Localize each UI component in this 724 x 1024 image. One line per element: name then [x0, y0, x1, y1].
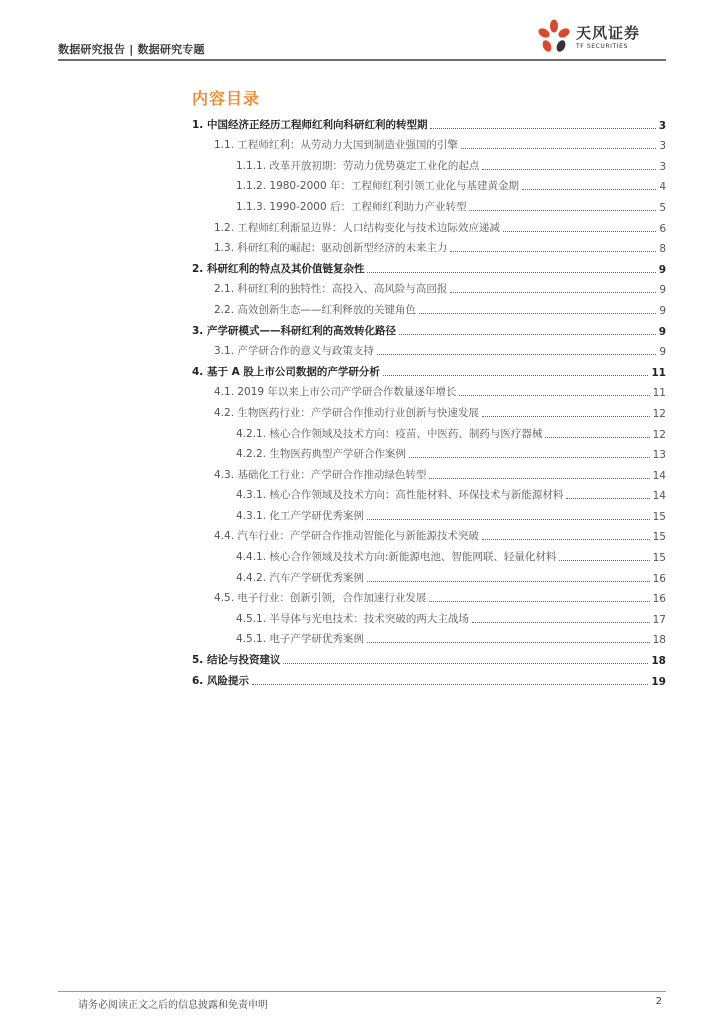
toc-leader-dots	[545, 437, 649, 438]
toc-entry-label: 4.2. 生物医药行业：产学研合作推动行业创新与快速发展	[214, 406, 479, 419]
toc-entry[interactable]	[192, 296, 666, 317]
toc-entry-page: 17	[652, 613, 666, 626]
toc-entry-label: 6. 风险提示	[192, 674, 249, 687]
toc-leader-dots	[419, 313, 656, 314]
toc-leader-dots	[461, 148, 656, 149]
toc-entry-page: 14	[652, 490, 666, 503]
toc-entry-page: 12	[652, 407, 666, 420]
toc-leader-dots	[566, 498, 649, 499]
toc-entry-label: 1.1. 工程师红利：从劳动力大国到制造业强国的引擎	[214, 139, 458, 152]
toc-entry[interactable]	[192, 255, 666, 276]
toc-entry-page: 18	[652, 634, 666, 647]
toc-entry-page: 12	[652, 428, 666, 441]
toc-entry-page: 11	[651, 366, 666, 379]
toc-entry-page: 19	[651, 675, 666, 688]
header-divider	[58, 59, 666, 61]
toc-entry[interactable]	[192, 193, 666, 214]
toc-entry-label: 4.3.1. 核心合作领域及技术方向：高性能材料、环保技术与新能源材料	[236, 489, 564, 502]
toc-entry-page: 18	[651, 655, 666, 668]
toc-entry[interactable]	[192, 173, 666, 194]
report-type-label: 数据研究报告 | 数据研究专题	[58, 43, 205, 56]
toc-entry-page: 16	[652, 593, 666, 606]
toc-entry-label: 4.4.1. 核心合作领域及技术方向:新能源电池、智能网联、轻量化材料	[236, 551, 557, 564]
toc-leader-dots	[367, 272, 655, 273]
toc-entry-label: 4.2.2. 生物医药典型产学研合作案例	[236, 448, 406, 461]
toc-leader-dots	[450, 292, 656, 293]
toc-leader-dots	[559, 560, 649, 561]
toc-entry[interactable]	[192, 358, 666, 379]
toc-entry-page: 13	[652, 449, 666, 462]
toc-entry[interactable]	[192, 338, 666, 359]
toc-entry-page: 9	[658, 325, 666, 338]
toc-entry-page: 14	[652, 469, 666, 482]
toc-entry-label: 2.2. 高效创新生态——红利释放的关键角色	[214, 303, 416, 316]
logo-chinese-name: 天风证券	[576, 24, 641, 42]
toc-leader-dots	[482, 169, 656, 170]
toc-entry[interactable]	[192, 132, 666, 153]
toc-entry[interactable]	[192, 276, 666, 297]
toc-entry[interactable]	[192, 543, 666, 564]
toc-entry-page: 5	[659, 201, 666, 214]
toc-entry[interactable]	[192, 152, 666, 173]
toc-leader-dots	[429, 601, 649, 602]
toc-leader-dots	[429, 478, 649, 479]
toc-leader-dots	[522, 189, 656, 190]
toc-leader-dots	[252, 684, 648, 685]
toc-entry[interactable]	[192, 482, 666, 503]
toc-leader-dots	[367, 581, 650, 582]
toc-entry[interactable]	[192, 214, 666, 235]
toc-leader-dots	[472, 622, 650, 623]
toc-entry[interactable]	[192, 564, 666, 585]
toc-entry-label: 4.5.1. 电子产学研优秀案例	[236, 633, 364, 646]
toc-entry-page: 11	[652, 387, 666, 400]
flower-logo-icon	[536, 18, 574, 58]
footer-disclaimer: 请务必阅读正文之后的信息披露和免责申明	[78, 1000, 268, 1011]
toc-entry-label: 3. 产学研模式——科研红利的高效转化路径	[192, 324, 396, 337]
toc-entry-label: 5. 结论与投资建议	[192, 654, 281, 667]
toc-entry-label: 4. 基于 A 股上市公司数据的产学研分析	[192, 365, 380, 378]
toc-entry[interactable]	[192, 235, 666, 256]
toc-leader-dots	[377, 354, 656, 355]
toc-entry-label: 1.1.3. 1990-2000 后：工程师红利助力产业转型	[236, 200, 467, 213]
toc-entry[interactable]	[192, 461, 666, 482]
toc-entry-page: 9	[659, 346, 666, 359]
toc-leader-dots	[367, 519, 650, 520]
toc-leader-dots	[482, 416, 650, 417]
company-logo	[536, 18, 666, 58]
toc-entry-label: 4.5. 电子行业：创新引领，合作加速行业发展	[214, 592, 427, 605]
toc-leader-dots	[383, 375, 648, 376]
toc-entry[interactable]	[192, 379, 666, 400]
toc-entry[interactable]	[192, 626, 666, 647]
toc-entry-page: 9	[659, 304, 666, 317]
toc-entry[interactable]	[192, 646, 666, 667]
toc-entry[interactable]	[192, 399, 666, 420]
page-number: 2	[655, 996, 662, 1007]
toc-entry-label: 1.1.1. 改革开放初期：劳动力优势奠定工业化的起点	[236, 159, 480, 172]
toc-entry[interactable]	[192, 502, 666, 523]
table-of-contents	[192, 111, 666, 688]
toc-entry-label: 1.3. 科研红利的崛起：驱动创新型经济的未来主力	[214, 242, 448, 255]
toc-entry[interactable]	[192, 317, 666, 338]
toc-leader-dots	[367, 642, 650, 643]
toc-leader-dots	[459, 395, 649, 396]
page-header	[58, 0, 666, 64]
toc-leader-dots	[469, 210, 656, 211]
logo-english-name: TF SECURITIES	[576, 43, 628, 50]
toc-entry-page: 9	[658, 263, 666, 276]
toc-entry-page: 9	[659, 284, 666, 297]
toc-entry-page: 15	[652, 531, 666, 544]
toc-entry[interactable]	[192, 605, 666, 626]
toc-leader-dots	[283, 663, 648, 664]
toc-entry-page: 3	[659, 140, 666, 153]
toc-entry-page: 16	[652, 572, 666, 585]
toc-entry-page: 8	[659, 243, 666, 256]
toc-entry-label: 4.3.1. 化工产学研优秀案例	[236, 509, 364, 522]
toc-entry[interactable]	[192, 420, 666, 441]
toc-entry-label: 1.2. 工程师红利渐显边界：人口结构变化与技术边际效应递减	[214, 221, 500, 234]
toc-entry-page: 3	[658, 119, 666, 132]
toc-leader-dots	[450, 251, 656, 252]
toc-title: 内容目录	[192, 89, 261, 108]
toc-entry-label: 4.4. 汽车行业：产学研合作推动智能化与新能源技术突破	[214, 530, 479, 543]
toc-entry-page: 15	[652, 552, 666, 565]
toc-entry-label: 1.1.2. 1980-2000 年：工程师红利引领工业化与基建黄金期	[236, 180, 519, 193]
toc-entry-label: 3.1. 产学研合作的意义与政策支持	[214, 345, 374, 358]
toc-entry[interactable]	[192, 523, 666, 544]
toc-entry-page: 6	[659, 222, 666, 235]
toc-entry-label: 2.1. 科研红利的独特性：高投入、高风险与高回报	[214, 283, 448, 296]
toc-leader-dots	[430, 128, 655, 129]
toc-entry-label: 2. 科研红利的特点及其价值链复杂性	[192, 262, 365, 275]
toc-entry-label: 4.2.1. 核心合作领域及技术方向：疫苗、中医药、制药与医疗器械	[236, 427, 543, 440]
toc-entry-label: 1. 中国经济正经历工程师红利向科研红利的转型期	[192, 118, 428, 131]
footer-divider	[58, 991, 666, 992]
toc-leader-dots	[409, 457, 650, 458]
toc-entry-label: 4.4.2. 汽车产学研优秀案例	[236, 571, 364, 584]
toc-entry[interactable]	[192, 441, 666, 462]
toc-entry-page: 3	[659, 160, 666, 173]
toc-entry-page: 4	[659, 181, 666, 194]
toc-entry[interactable]	[192, 111, 666, 132]
toc-entry-label: 4.3. 基础化工行业：产学研合作推动绿色转型	[214, 468, 427, 481]
toc-leader-dots	[503, 231, 656, 232]
toc-entry[interactable]	[192, 585, 666, 606]
toc-leader-dots	[482, 539, 650, 540]
toc-entry[interactable]	[192, 667, 666, 688]
toc-entry-page: 15	[652, 510, 666, 523]
toc-entry-label: 4.1. 2019 年以来上市公司产学研合作数量逐年增长	[214, 386, 457, 399]
toc-leader-dots	[399, 334, 656, 335]
toc-entry-label: 4.5.1. 半导体与光电技术：技术突破的两大主战场	[236, 612, 469, 625]
